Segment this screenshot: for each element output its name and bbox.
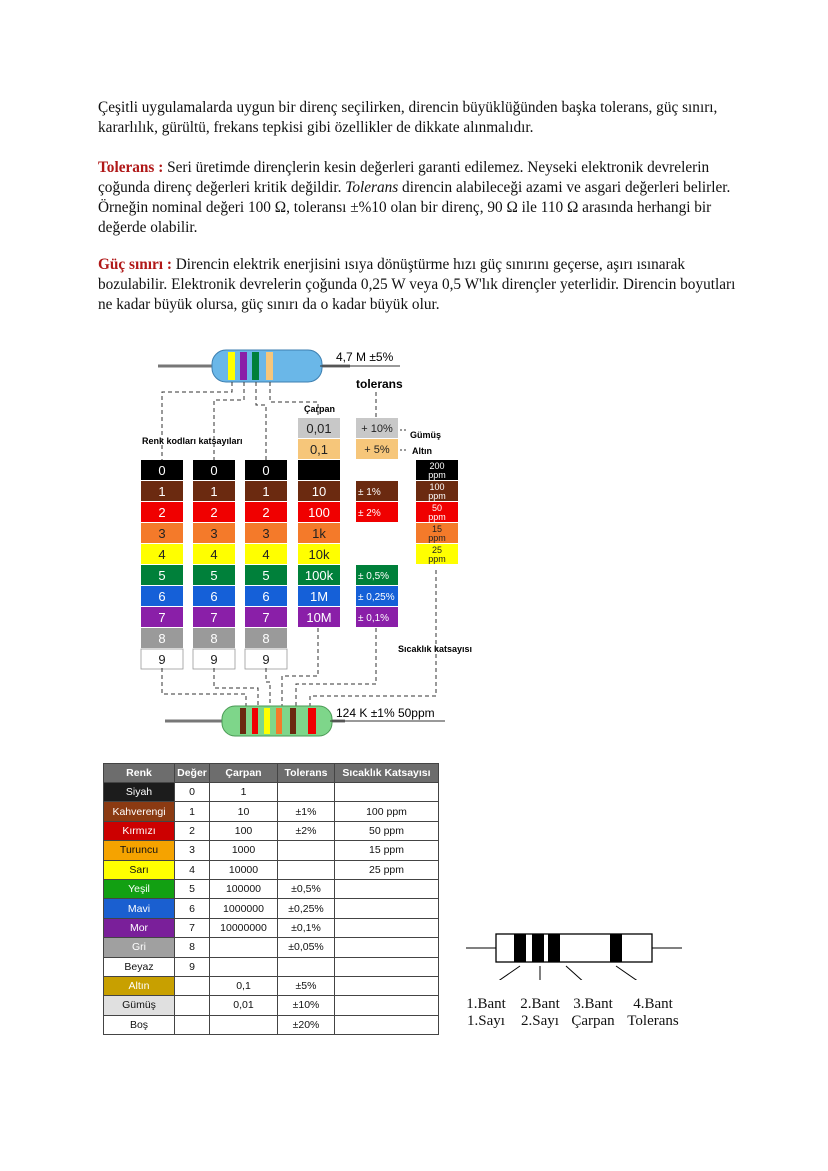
multiplier-label: 0,1	[309, 442, 329, 457]
digit-cell-label: 2	[210, 505, 218, 520]
color-code-table	[103, 763, 439, 1035]
col-header-renk: Renk	[104, 764, 175, 783]
tolerance-label: ± 2%	[358, 508, 381, 519]
table-cell-sicaklik: 15 ppm	[335, 841, 439, 860]
multiplier-label: 10	[311, 484, 327, 499]
multiplier-label: 100	[308, 505, 330, 520]
table-cell-carpan: 10000	[210, 860, 278, 879]
digit-cell-label: 6	[158, 589, 166, 604]
col-header-sicaklik: Sıcaklık Katsayısı	[335, 764, 439, 783]
table-row	[104, 783, 439, 802]
band-diagram	[460, 920, 690, 980]
digit-cell-label: 2	[262, 505, 270, 520]
digit-cell-label: 6	[262, 589, 270, 604]
table-cell-sicaklik	[335, 976, 439, 995]
top-connectors	[162, 382, 376, 460]
intro-paragraph: Çeşitli uygulamalarda uygun bir direnç seçilirken, direncin büyüklüğünden başka tolerans, güç sınırı, kararlılık, gürültü, frekans tepkisi gibi özellikler de dikkate alınmalıdır.	[98, 99, 718, 136]
table-cell-tolerans	[278, 957, 335, 976]
table-cell-sicaklik	[335, 783, 439, 802]
digit-cell-label: 3	[262, 526, 270, 541]
table-cell-renk: Yeşil	[104, 879, 175, 898]
digit-cell-label: 0	[262, 463, 270, 478]
table-cell-renk: Beyaz	[104, 957, 175, 976]
table-cell-renk: Siyah	[104, 783, 175, 802]
table-row	[104, 821, 439, 840]
tolerans-label: tolerans	[356, 377, 403, 391]
table-cell-carpan: 1000	[210, 841, 278, 860]
bottom-resistor	[165, 706, 445, 736]
top-resistor	[158, 350, 403, 391]
gumus-label: Gümüş	[410, 430, 442, 440]
table-cell-renk: Altın	[104, 976, 175, 995]
table-cell-deger: 5	[175, 879, 210, 898]
table-cell-carpan	[210, 1015, 278, 1034]
table-cell-sicaklik	[335, 957, 439, 976]
table-cell-deger: 3	[175, 841, 210, 860]
table-cell-carpan: 0,01	[210, 996, 278, 1015]
multiplier-label: 0,01	[306, 421, 332, 436]
table-cell-deger: 6	[175, 899, 210, 918]
top-value-label: 4,7 M ±5%	[336, 350, 394, 364]
multiplier-cell	[298, 460, 340, 480]
temp-coeff-label: 100 ppm	[428, 482, 446, 501]
table-cell-deger: 2	[175, 821, 210, 840]
table-cell-sicaklik	[335, 996, 439, 1015]
table-cell-renk: Gri	[104, 938, 175, 957]
table-cell-tolerans: ±1%	[278, 802, 335, 821]
digit-cell-label: 3	[210, 526, 218, 541]
table-cell-tolerans: ±10%	[278, 996, 335, 1015]
table-row	[104, 938, 439, 957]
table-cell-tolerans: ±0,25%	[278, 899, 335, 918]
digit-cell-label: 7	[262, 610, 270, 625]
table-cell-carpan: 100000	[210, 879, 278, 898]
table-cell-renk: Kırmızı	[104, 821, 175, 840]
multiplier-label: 10M	[306, 610, 332, 625]
table-cell-deger	[175, 996, 210, 1015]
table-cell-tolerans: ±0,5%	[278, 879, 335, 898]
table-row	[104, 996, 439, 1015]
digit-cell-label: 9	[262, 652, 270, 667]
digit-cell-label: 7	[158, 610, 166, 625]
table-cell-deger: 0	[175, 783, 210, 802]
temp-coeff-label: 25 ppm	[428, 545, 446, 564]
table-cell-sicaklik	[335, 1015, 439, 1034]
multiplier-label: 100k	[304, 568, 334, 583]
digit-cell-label: 7	[210, 610, 218, 625]
band-4	[610, 934, 622, 962]
tolerance-label: ± 0,25%	[358, 592, 395, 603]
table-cell-carpan: 10000000	[210, 918, 278, 937]
col-header-deger: Değer	[175, 764, 210, 783]
digit-cell-label: 4	[158, 547, 166, 562]
table-row	[104, 918, 439, 937]
table-cell-tolerans: ±5%	[278, 976, 335, 995]
band-label-1: 1.Bant 1.Sayı	[466, 996, 506, 1029]
table-cell-sicaklik	[335, 938, 439, 957]
color-columns	[141, 418, 458, 669]
table-cell-deger: 7	[175, 918, 210, 937]
col-header-tolerans: Tolerans	[278, 764, 335, 783]
table-cell-carpan: 10	[210, 802, 278, 821]
digit-cell-label: 4	[262, 547, 270, 562]
table-cell-deger: 4	[175, 860, 210, 879]
table-cell-renk: Mor	[104, 918, 175, 937]
table-cell-carpan: 1	[210, 783, 278, 802]
table-row	[104, 860, 439, 879]
table-cell-carpan	[210, 938, 278, 957]
temp-coeff-label: 15 ppm	[428, 524, 446, 543]
tolerance-text-1: Seri üretimde dirençlerin kesin değerleri garanti edilemez. Neyseki elektronik devrelerin çoğunda direnç değerleri kritik değildir.	[98, 159, 710, 196]
tolerance-label: ± 0,1%	[358, 613, 390, 624]
band-label-4: 4.Bant Tolerans	[627, 996, 679, 1029]
tolerance-label: ± 1%	[358, 487, 381, 498]
table-cell-renk: Gümüş	[104, 996, 175, 1015]
table-row	[104, 879, 439, 898]
band-label-3: 3.Bant Çarpan	[571, 996, 615, 1029]
table-cell-deger: 8	[175, 938, 210, 957]
table-header-row	[104, 764, 439, 783]
table-row	[104, 802, 439, 821]
power-heading: Güç sınırı :	[98, 256, 172, 273]
table-cell-deger: 9	[175, 957, 210, 976]
tolerance-heading: Tolerans :	[98, 159, 164, 176]
tolerance-term: Tolerans	[345, 179, 399, 196]
table-cell-carpan: 0,1	[210, 976, 278, 995]
multiplier-label: 1M	[309, 589, 329, 604]
digit-cell-label: 5	[262, 568, 270, 583]
table-cell-tolerans: ±0,1%	[278, 918, 335, 937]
digit-cell-label: 1	[262, 484, 270, 499]
tolerance-label: + 5%	[364, 444, 390, 456]
digit-cell-label: 5	[210, 568, 218, 583]
digit-cell-label: 0	[158, 463, 166, 478]
table-cell-tolerans: ±20%	[278, 1015, 335, 1034]
table-cell-renk: Kahverengi	[104, 802, 175, 821]
digit-cell-label: 9	[158, 652, 166, 667]
table-cell-sicaklik	[335, 899, 439, 918]
table-cell-tolerans: ±0,05%	[278, 938, 335, 957]
color-code-table-body	[104, 783, 439, 1035]
table-cell-carpan: 100	[210, 821, 278, 840]
table-cell-carpan: 1000000	[210, 899, 278, 918]
temp-coeff-label: 200 ppm	[428, 461, 446, 480]
sicaklik-label: Sıcaklık katsayısı	[398, 644, 473, 654]
table-cell-renk: Mavi	[104, 899, 175, 918]
digit-cell-label: 3	[158, 526, 166, 541]
carpan-label: Çarpan	[304, 404, 336, 414]
bottom-value-label: 124 K ±1% 50ppm	[336, 706, 435, 720]
table-row	[104, 841, 439, 860]
multiplier-label: 1k	[312, 526, 326, 541]
table-cell-tolerans: ±2%	[278, 821, 335, 840]
table-row	[104, 1015, 439, 1034]
band-1	[514, 934, 526, 962]
table-cell-renk: Sarı	[104, 860, 175, 879]
power-text: Direncin elektrik enerjisini ısıya dönüştürme hızı güç sınırını geçerse, aşırı ısınarak bozulabilir. Elektronik devrelerin çoğunda 0,25 W veya 0,5 W'lık dirençler yeterlidir. Direncin boyutları ne kadar büyük olursa, güç sınırı da o kadar büyük olur.	[98, 256, 736, 313]
table-row	[104, 976, 439, 995]
tolerance-text-2: direncin alabileceği azami ve asgari değerleri belirler. Örneğin nominal değeri 100 Ω, toleransı ±%10 olan bir direnç, 90 Ω ile 110 Ω arasında herhangi bir değerde olabilir.	[98, 179, 731, 236]
table-cell-tolerans	[278, 841, 335, 860]
table-cell-tolerans	[278, 783, 335, 802]
table-cell-tolerans	[278, 860, 335, 879]
table-cell-deger: 1	[175, 802, 210, 821]
tolerance-label: + 10%	[361, 423, 393, 435]
table-cell-renk: Turuncu	[104, 841, 175, 860]
table-cell-renk: Boş	[104, 1015, 175, 1034]
tolerance-label: ± 0,5%	[358, 571, 390, 582]
digit-cell-label: 5	[158, 568, 166, 583]
digit-cell-label: 8	[262, 631, 270, 646]
digit-cell-label: 1	[158, 484, 166, 499]
temp-coeff-label: 50 ppm	[428, 503, 446, 522]
multiplier-label: 10k	[308, 547, 330, 562]
col-header-carpan: Çarpan	[210, 764, 278, 783]
digit-cell-label: 0	[210, 463, 218, 478]
band-3	[548, 934, 560, 962]
digit-cell-label: 1	[210, 484, 218, 499]
table-cell-sicaklik	[335, 918, 439, 937]
table-row	[104, 899, 439, 918]
table-cell-deger	[175, 976, 210, 995]
digit-cell-label: 9	[210, 652, 218, 667]
band-2	[532, 934, 544, 962]
band-label-2: 2.Bant 2.Sayı	[520, 996, 560, 1029]
table-row	[104, 957, 439, 976]
digit-cell-label: 8	[158, 631, 166, 646]
renk-label: Renk kodları katsayıları	[142, 436, 243, 446]
digit-cell-label: 4	[210, 547, 218, 562]
digit-cell-label: 2	[158, 505, 166, 520]
table-cell-sicaklik: 25 ppm	[335, 860, 439, 879]
digit-cell-label: 8	[210, 631, 218, 646]
digit-cell-label: 6	[210, 589, 218, 604]
table-cell-sicaklik: 100 ppm	[335, 802, 439, 821]
table-cell-sicaklik: 50 ppm	[335, 821, 439, 840]
table-cell-sicaklik	[335, 879, 439, 898]
table-cell-carpan	[210, 957, 278, 976]
altin-label: Altın	[412, 446, 432, 456]
table-cell-deger	[175, 1015, 210, 1034]
